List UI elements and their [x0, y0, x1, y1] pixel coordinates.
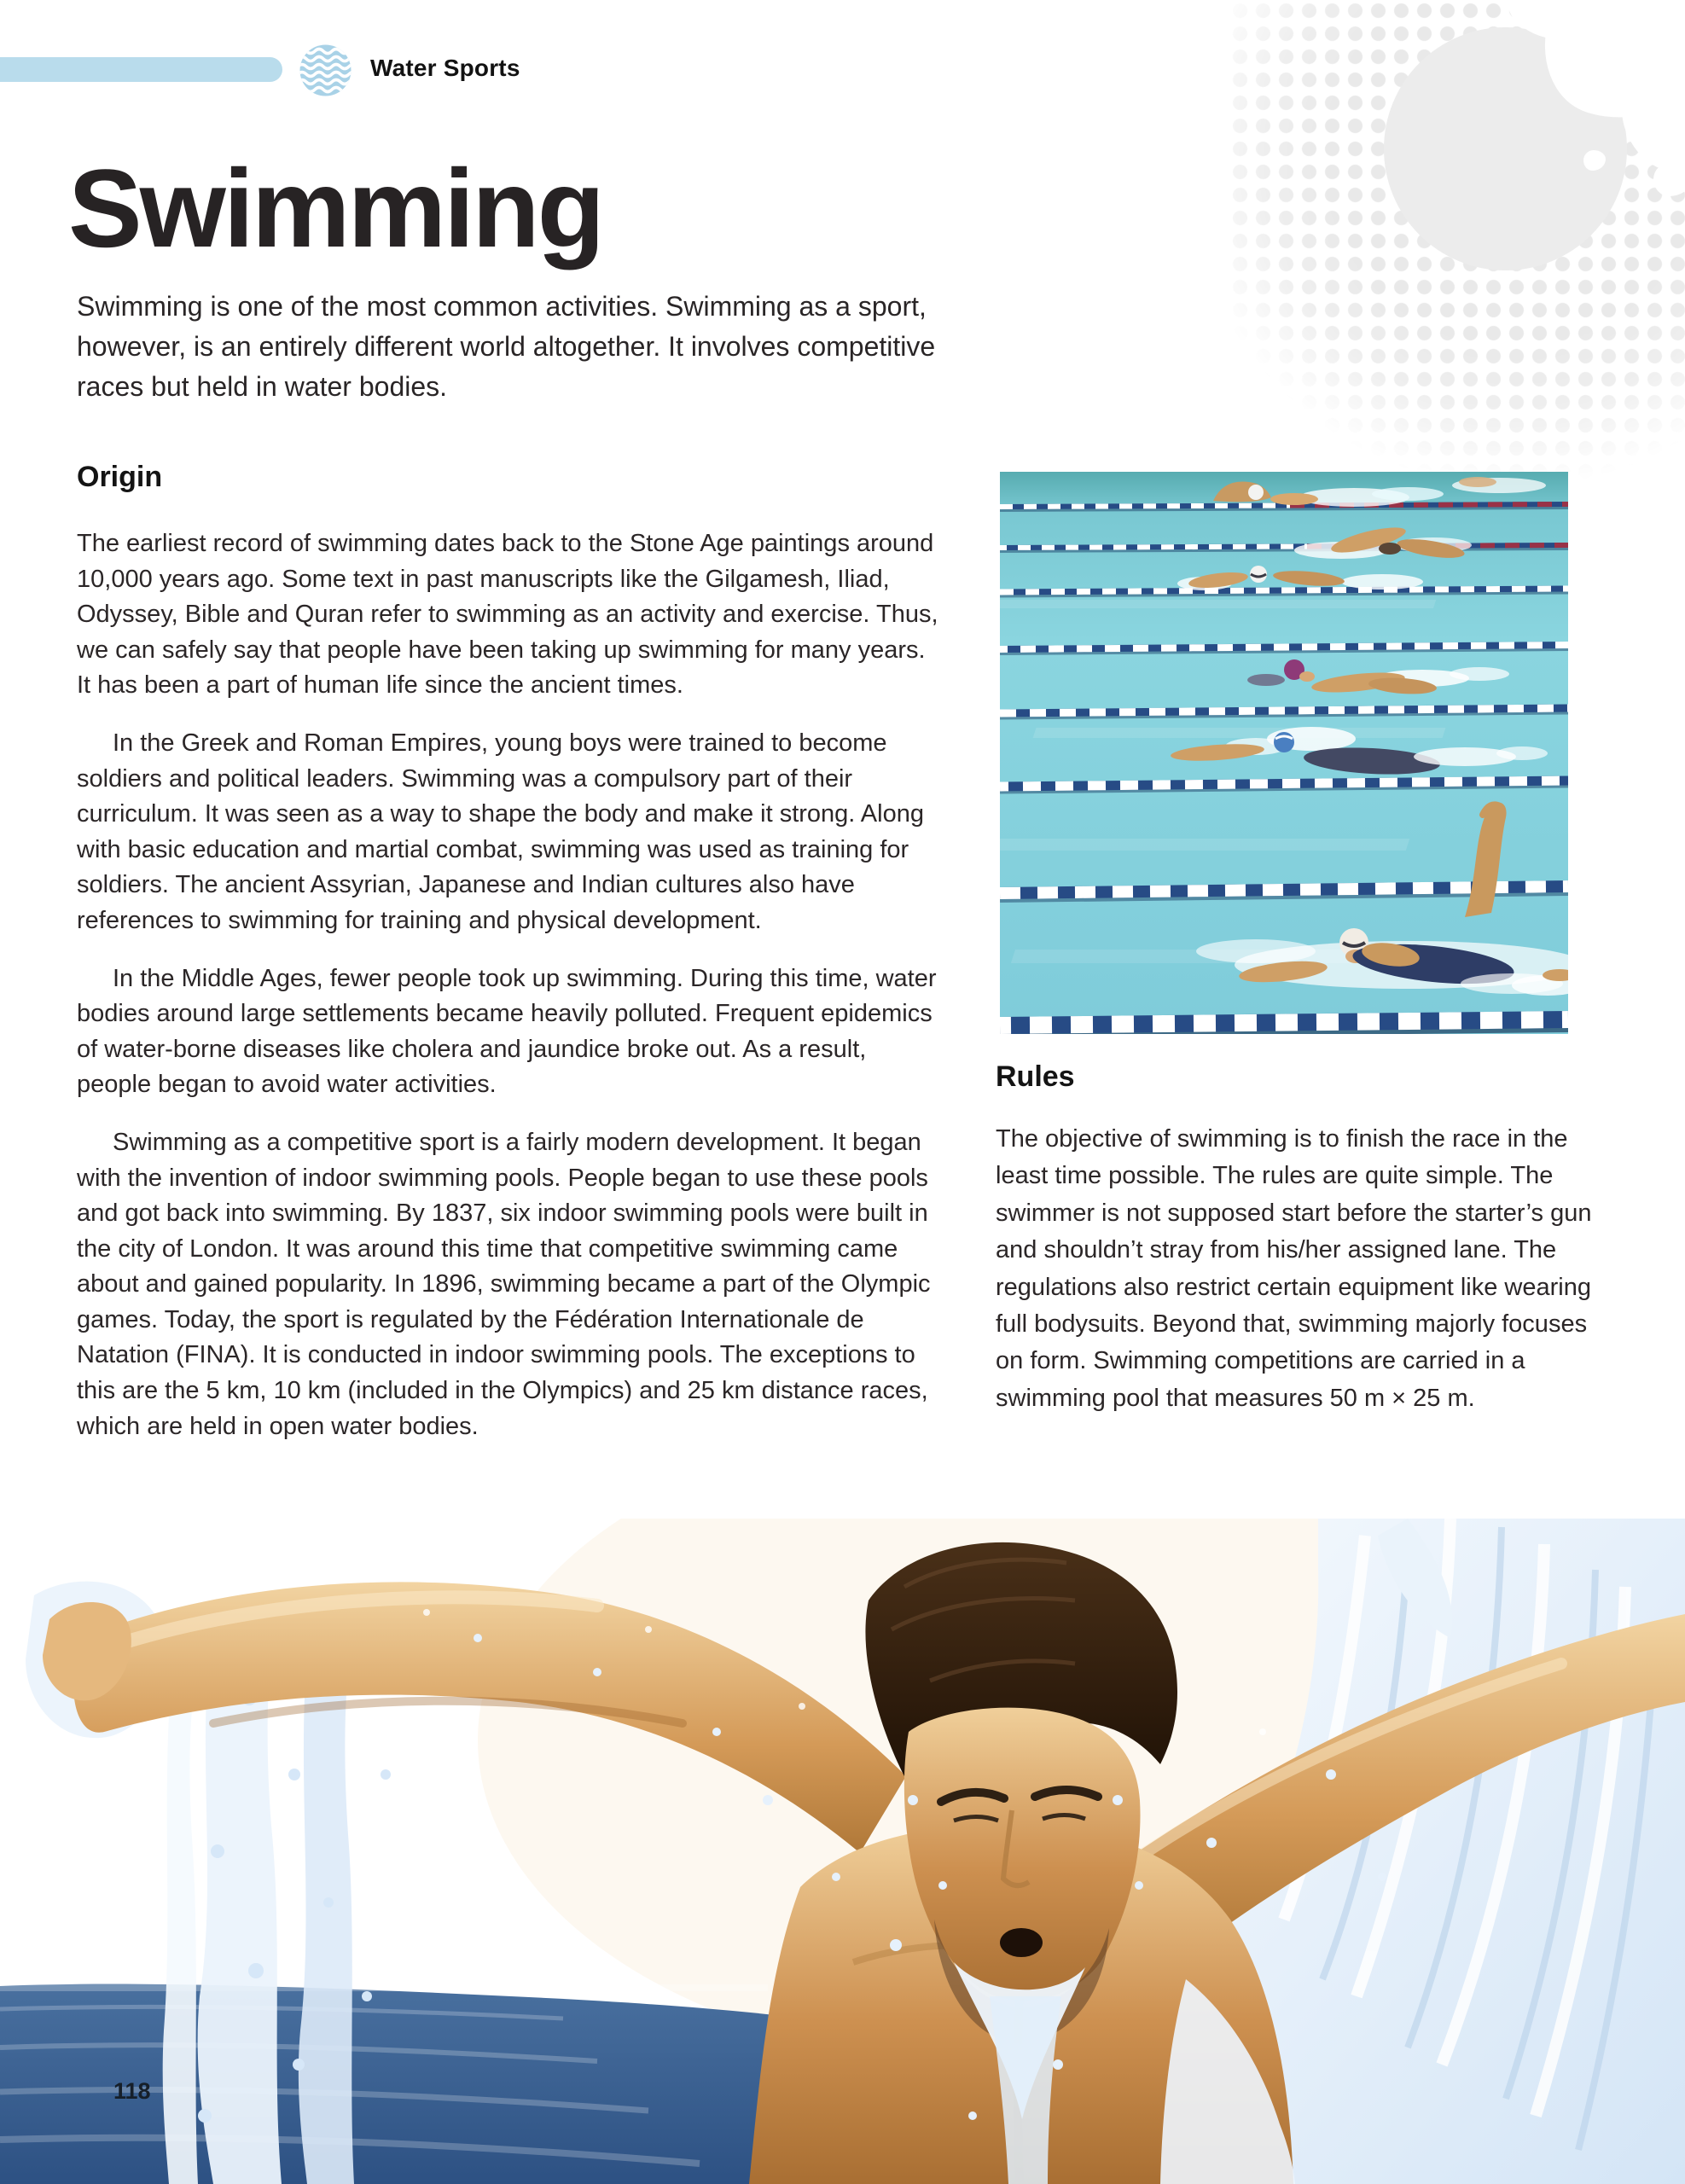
page-title: Swimming — [68, 146, 603, 271]
pool-photo — [1000, 472, 1568, 1034]
waves-icon — [299, 44, 352, 96]
origin-paragraph: In the Middle Ages, fewer people took up swimming. During this time, water bodies around large settlements became heavily polluted. Frequent epidemics of water-borne diseases like cholera and jaundice broke out. As a result, people began to avoid water activities. — [77, 964, 937, 1099]
rules-section — [996, 1121, 1593, 1417]
rules-paragraph: The objective of swimming is to finish the race in the least time possible. The rules are quite simple. The swimmer is not supposed start before the starter’s gun and shouldn’t stray from his/her assigned lane. The regulations also restrict certain equipment like wearing full bodysuits. Beyond that, swimming majorly focuses on form. Swimming competitions are carried in a swimming pool that measures 50 m × 25 m. — [996, 1125, 1592, 1412]
page-number: 118 — [113, 2078, 151, 2104]
rules-heading: Rules — [996, 1060, 1075, 1093]
intro-text: Swimming is one of the most common activities. Swimming as a sport, however, is an entirely different world altogether. It involves competitive races but held in water bodies. — [77, 291, 936, 402]
origin-paragraph: The earliest record of swimming dates back to the Stone Age paintings around 10,000 years ago. Some text in past manuscripts like the Gilgamesh, Iliad, Odyssey, Bible and Quran refer to swimming as an activity and exercise. Thus, we can safely say that people have been taking up swimming for many years. It has been a part of human life since the ancient times. — [77, 530, 938, 700]
origin-section — [77, 526, 945, 1467]
origin-paragraph: In the Greek and Roman Empires, young boys were trained to become soldiers and political leaders. Swimming was a compulsory part of their curriculum. It was seen as a way to shape the body and make it strong. Along with basic education and martial combat, swimming was used as training for soldiers. The ancient Assyrian, Japanese and Indian cultures also have references to swimming for training and physical development. — [77, 729, 924, 934]
splash-cutout-decoration — [1653, 162, 1685, 196]
origin-heading: Origin — [77, 461, 163, 493]
category-label: Water Sports — [370, 55, 520, 81]
butterfly-swimmer-photo — [0, 1519, 1685, 2184]
origin-paragraph: Swimming as a competitive sport is a fairly modern development. It began with the invention of indoor swimming pools. People began to use these pools and got back into swimming. By 1837, six indoor swimming pools were built in the city of London. It was around this time that competitive swimming came about and gained popularity. In 1896, swimming became a part of the Olympic games. Today, the sport is regulated by the Fédération Internationale de Natation (FINA). It is conducted in indoor swimming pools. The exceptions to this are the 5 km, 10 km (included in the Olympics) and 25 km distance races, which are held in open water bodies. — [77, 1128, 931, 1440]
header-accent-bar — [0, 57, 282, 82]
